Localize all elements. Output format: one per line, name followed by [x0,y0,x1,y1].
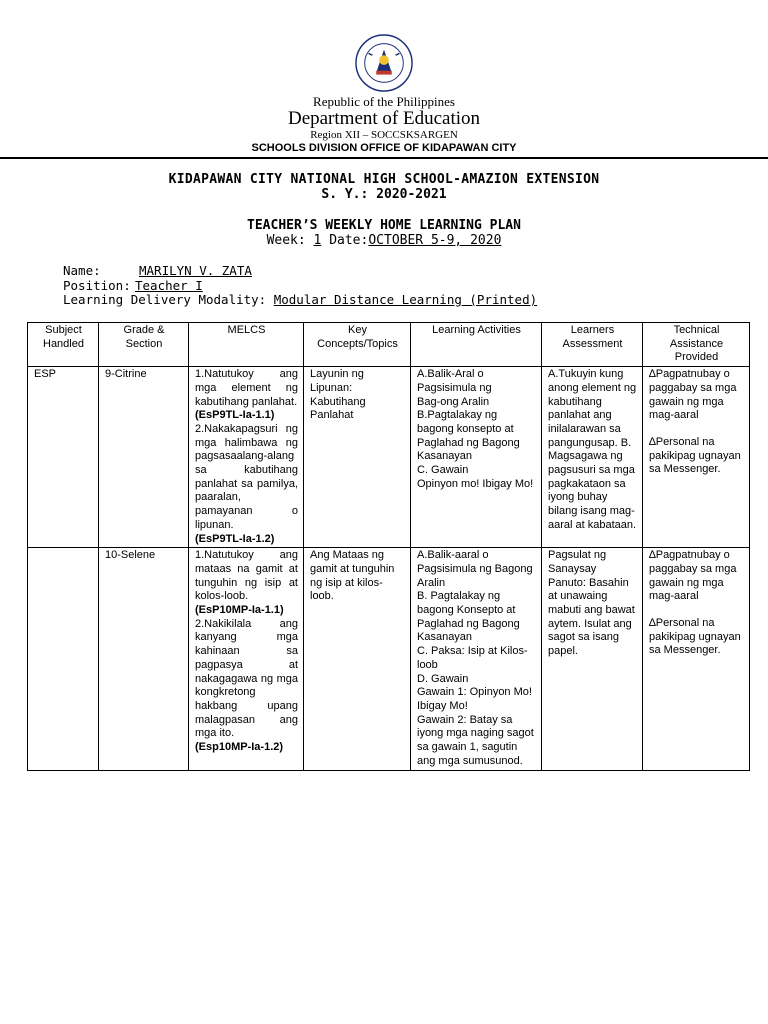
melc-item: 1.Natutukoy ang mga element ng kabutihang panlahat. [195,368,298,408]
deped-seal-logo [355,34,413,92]
melc-item: 1.Natutukoy ang mataas na gamit at tunguhin ng isip at kolos-loob. [195,549,298,603]
table-header-row [28,323,750,367]
activity-item: A.Balik-aaral o Pagsisimula ng Bagong Aralin [417,549,533,589]
cell-assistance [643,367,750,548]
modality-label: Learning Delivery Modality: [63,292,267,307]
cell-activities [411,548,542,770]
melc-code: (EsP9TL-Ia-1.1) [195,409,275,422]
cell-activities [411,367,542,548]
activity-item: Bag-ong Aralin [417,395,490,408]
header-assistance: Technical Assistance Provided [643,323,750,367]
modality-row [63,292,537,307]
cell-concepts: Layunin ng Lipunan: Kabutihang Panlahat [304,367,411,548]
assistance-item: ∆Personal na pakikipag ugnayan sa Messenger. [649,617,741,657]
region-text: Region XII – SOCCSKSARGEN [310,129,458,141]
teacher-name: MARILYN V. ZATA [139,263,252,278]
division-text: SCHOOLS DIVISION OFFICE OF KIDAPAWAN CITY [251,142,517,154]
date-label: Date: [321,233,369,248]
activity-item: Opinyon mo! Ibigay Mo! [417,477,534,490]
school-name: KIDAPAWAN CITY NATIONAL HIGH SCHOOL-AMAZION EXTENSION [168,172,600,187]
activity-item: D. Gawain [417,672,469,685]
spacer [649,423,744,436]
cell-melcs [189,548,304,770]
cell-grade: 9-Citrine [99,367,189,548]
position-row [63,278,203,293]
melc-code: (EsP10MP-Ia-1.1) [195,604,284,617]
name-label: Name: [63,263,101,278]
cell-assessment: A.Tukuyin kung anong element ng kabutihang panlahat ang inilalarawan sa pangungusap. B. Magsagawa ng pagsusuri sa mga pagkakataon sa iyong buhay bilang isang mag-aaral at kabataan. [542,367,643,548]
teacher-position: Teacher I [135,278,203,293]
activity-item: A.Balik-Aral o Pagsisimula ng [417,368,492,394]
name-row [63,263,252,278]
activity-item: Gawain 1: Opinyon Mo! Ibigay Mo! [417,686,532,712]
header-assessment: Learners Assessment [542,323,643,367]
week-label: Week: [266,233,314,248]
assistance-item: ∆Pagpatnubay o paggabay sa mga gawain ng mga mag-aaral [649,368,737,422]
header-subject: Subject Handled [28,323,99,367]
assistance-item: ∆Personal na pakikipag ugnayan sa Messenger. [649,435,741,476]
cell-assessment: Pagsulat ng Sanaysay Panuto: Basahin at unawaing mabuti ang bawat aytem. Isulat ang sagot sa isang papel. [542,548,643,770]
table-row [28,367,750,548]
cell-concepts: Ang Mataas ng gamit at tunguhin ng isip at kilos-loob. [304,548,411,770]
activity-item: B. Pagtalakay ng bagong Konsepto at Paglahad ng Bagong Kasanayan [417,590,520,644]
cell-melcs [189,367,304,548]
learning-plan-table [27,322,750,771]
date-value: OCTOBER 5-9, 2020 [368,233,502,248]
header-activities: Learning Activities [411,323,542,367]
header-melcs: MELCS [189,323,304,367]
position-label: Position: [63,278,131,293]
activity-item: Gawain 2: Batay sa iyong mga naging sagot sa gawain 1, sagutin ang mga sumusunod. [417,713,534,767]
week-value: 1 [313,233,322,248]
header-concepts: Key Concepts/Topics [304,323,411,367]
assistance-item: ∆Pagpatnubay o paggabay sa mga gawain ng mga mag-aaral [649,549,737,603]
week-date-line [0,233,768,248]
modality-value: Modular Distance Learning (Printed) [273,292,538,307]
melc-code: (Esp10MP-Ia-1.2) [195,741,284,754]
melc-code: (EsP9TL-Ia-1.2) [195,532,275,545]
melc-item: 2.Nakikilala ang kanyang mga kahinaan sa pagpasya at nakagagawa ng mga kongkretong hakbang upang malagpasan ang mga ito. [195,617,298,740]
activity-item: C. Gawain [417,464,469,477]
activity-item: C. Paksa: Isip at Kilos-loob [417,645,528,671]
header-grade: Grade & Section [99,323,189,367]
activity-item: B.Pagtalakay ng bagong konsepto at Paglahad ng Bagong Kasanayan [417,409,520,463]
department-title: Department of Education [287,108,481,129]
melc-item: 2.Nakakapagsuri ng mga halimbawa ng pagsasaalang-alang sa kabutihang panlahat sa pamilya, paaralan, pamayanan o lipunan. [195,422,298,531]
cell-assistance [643,548,750,770]
cell-subject: ESP [28,367,99,548]
spacer [649,604,744,617]
republic-text: Republic of the Philippines [313,94,455,109]
school-year: S. Y.: 2020-2021 [321,187,447,202]
plan-title: TEACHER’S WEEKLY HOME LEARNING PLAN [247,218,521,233]
cell-grade: 10-Selene [99,548,189,770]
table-row [28,548,750,770]
header-divider [0,157,768,159]
cell-subject [28,548,99,770]
